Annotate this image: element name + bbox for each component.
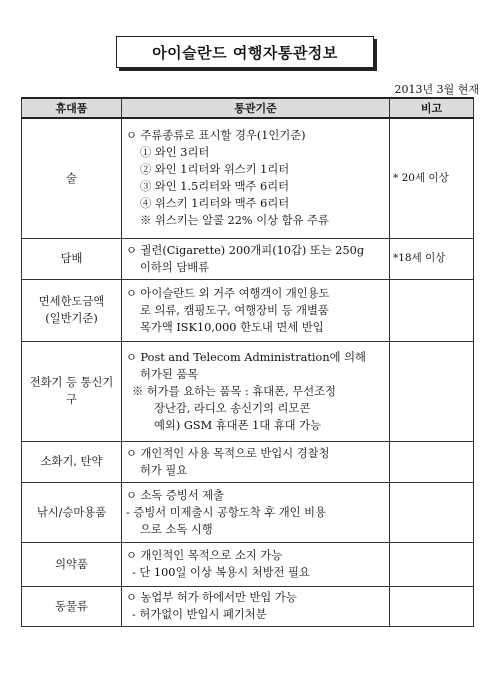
row-note xyxy=(390,586,474,626)
date-note: 2013년 3월 현재 xyxy=(394,83,479,96)
row-item-line: (일반기준) xyxy=(45,312,98,325)
table-row xyxy=(22,279,474,341)
table-row xyxy=(22,482,474,542)
standard-line: ㅇ 주류종류로 표시할 경우(1인기준) xyxy=(126,129,306,143)
table-header-row xyxy=(22,98,474,118)
table-row xyxy=(22,118,474,238)
standard-line: 예외) GSM 휴대폰 1대 휴대 가능 xyxy=(154,418,322,432)
row-note xyxy=(390,441,474,482)
standard-line: ㅇ 소독 증빙서 제출 xyxy=(126,488,225,502)
row-standard xyxy=(122,118,390,238)
standard-line: ③ 와인 1.5리터와 맥주 6리터 xyxy=(140,180,290,194)
row-item: 담배 xyxy=(22,238,122,279)
standard-line: ㅇ 개인적인 목적으로 소지 가능 xyxy=(126,549,283,562)
row-note xyxy=(390,542,474,586)
standard-line: ㅇ 개인적인 사용 목적으로 반입시 경찰청 xyxy=(126,446,330,460)
row-standard xyxy=(122,542,390,586)
standard-line: 목가액 ISK10,000 한도내 면세 반입 xyxy=(140,320,324,334)
table-row xyxy=(22,238,474,279)
standard-line: ④ 위스키 1리터와 맥주 6리터 xyxy=(140,197,290,211)
row-item-line: 면세한도금액 xyxy=(38,295,105,308)
table-row xyxy=(22,542,474,586)
row-note xyxy=(390,279,474,341)
standard-line: ㅇ 농업부 허가 하에서만 반입 가능 xyxy=(126,591,297,604)
row-standard xyxy=(122,279,390,341)
standard-line: 로 의류, 캠핑도구, 여행장비 등 개별품 xyxy=(140,303,329,317)
standard-line: 으로 소독 시행 xyxy=(140,522,213,536)
table-row xyxy=(22,441,474,482)
row-standard xyxy=(122,482,390,542)
row-item: 소화기, 탄약 xyxy=(22,441,122,482)
row-item: 의약품 xyxy=(22,542,122,586)
row-standard xyxy=(122,341,390,441)
row-standard xyxy=(122,586,390,626)
standard-line: - 단 100일 이상 복용시 처방전 필요 xyxy=(132,566,310,579)
standard-line: 허가된 품목 xyxy=(140,367,199,381)
row-note: *18세 이상 xyxy=(390,238,474,279)
row-item: 술 xyxy=(22,118,122,238)
row-item: 낚시/승마용품 xyxy=(22,482,122,542)
row-standard xyxy=(122,238,390,279)
row-item xyxy=(22,279,122,341)
standard-line: ㅇ 궐련(Cigarette) 200개피(10갑) 또는 250g xyxy=(126,243,365,257)
standard-line: ※ 허가를 요하는 품목 : 휴대폰, 무선조정 xyxy=(132,384,336,398)
table-row xyxy=(22,586,474,626)
row-note xyxy=(390,482,474,542)
row-item: 전화기 등 통신기구 xyxy=(22,341,122,441)
standard-line: ※ 위스키는 알콜 22% 이상 함유 주류 xyxy=(140,214,329,228)
customs-table xyxy=(21,97,474,627)
standard-line: 이하의 담배류 xyxy=(140,260,210,274)
row-standard xyxy=(122,441,390,482)
row-note: * 20세 이상 xyxy=(390,118,474,238)
standard-line: 장난감, 라디오 송신기의 리모콘 xyxy=(154,401,311,415)
document-title: 아이슬란드 여행자통관정보 xyxy=(116,36,374,68)
standard-line: - 허가없이 반입시 폐기처분 xyxy=(132,608,267,621)
standard-line: - 증빙서 미제출시 공항도착 후 개인 비용 xyxy=(126,505,326,519)
standard-line: ② 와인 1리터와 위스키 1리터 xyxy=(140,163,290,177)
table-row xyxy=(22,341,474,441)
standard-line: ① 와인 3리터 xyxy=(140,146,210,160)
header-note: 비고 xyxy=(390,98,474,118)
standard-line: ㅇ Post and Telecom Administration에 의해 xyxy=(126,350,366,364)
header-standard: 통관기준 xyxy=(122,98,390,118)
header-item: 휴대품 xyxy=(22,98,122,118)
standard-line: ㅇ 아이슬란드 외 거주 여행객이 개인용도 xyxy=(126,286,330,300)
row-item: 동물류 xyxy=(22,586,122,626)
standard-line: 허가 필요 xyxy=(140,463,188,477)
row-note xyxy=(390,341,474,441)
